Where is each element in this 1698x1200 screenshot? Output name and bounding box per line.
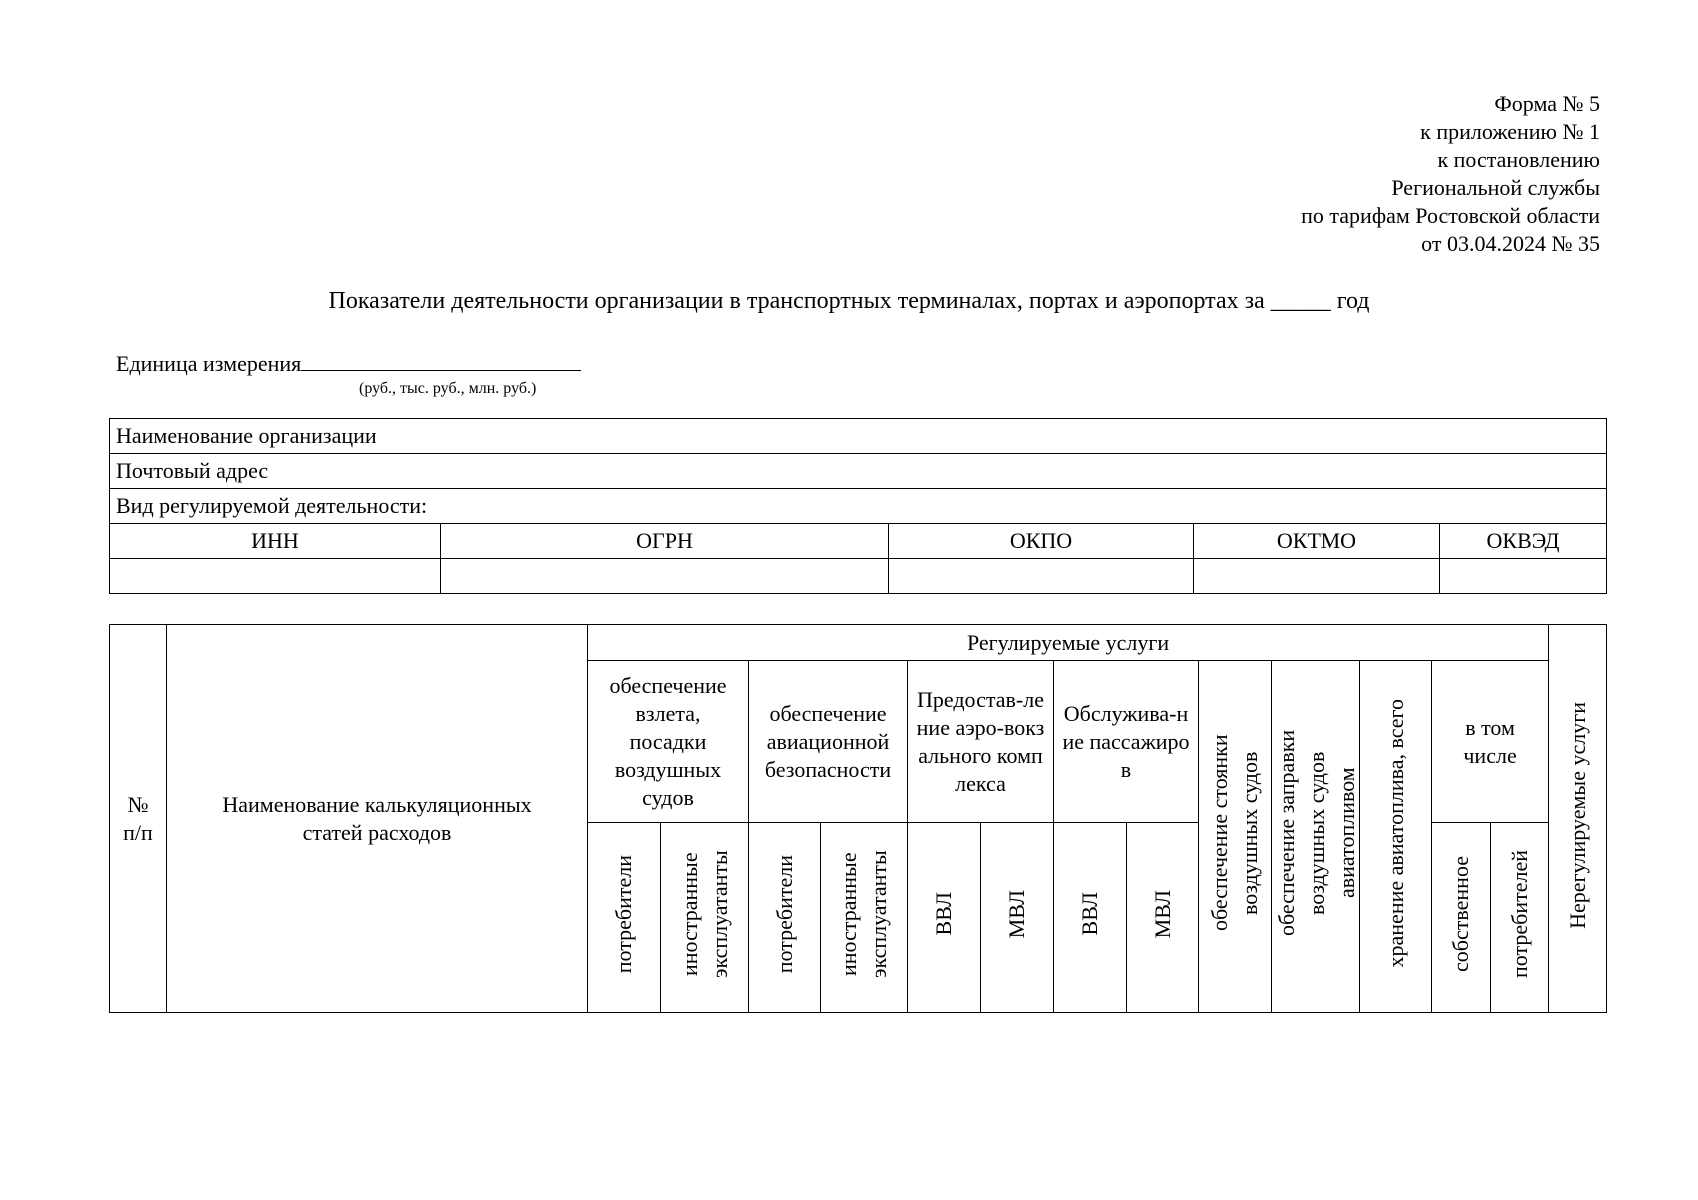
form-reference-line: от 03.04.2024 № 35 <box>1421 231 1600 256</box>
form-reference-line: по тарифам Ростовской области <box>1301 203 1600 228</box>
form-reference-line: Форма № 5 <box>1494 91 1600 116</box>
g2-foreign-operators-header <box>821 823 908 1013</box>
form-reference-block <box>1301 90 1600 258</box>
org-name-row: Наименование организации <box>110 419 1607 454</box>
expenses-table <box>109 624 1607 1013</box>
fuel-storage-label: хранение авиатоплива, всего <box>1382 698 1408 968</box>
g3-mvl-header <box>981 823 1054 1013</box>
g1-consumers-header <box>588 823 661 1013</box>
g1-consumers-label: потребители <box>611 854 636 974</box>
group-passenger-service: Обслужива-ние пассажиров <box>1054 661 1199 823</box>
g1-foreign-operators-header <box>661 823 749 1013</box>
okved-value-cell[interactable] <box>1440 559 1607 594</box>
group-takeoff-landing: обеспечение взлета, посадки воздушных судов <box>588 661 749 823</box>
unit-hint: (руб., тыс. руб., млн. руб.) <box>359 380 537 397</box>
oktmo-header: ОКТМО <box>1194 524 1440 559</box>
g3-vvl-label: ВВЛ <box>931 892 956 936</box>
unit-of-measure <box>116 350 581 397</box>
g3-mvl-label: МВЛ <box>1004 889 1029 939</box>
aircraft-fueling-label: обеспечение заправки воздушных судов авиатопливом <box>1274 729 1359 937</box>
document-title: Показатели деятельности организации в транспортных терминалах, портах и аэропортах за _____ год <box>328 288 1370 314</box>
regulated-services-header: Регулируемые услуги <box>588 625 1549 661</box>
group-terminal-complex: Предостав-ление аэро-вокзального комплекса <box>908 661 1054 823</box>
incl-consumers-label: потребителей <box>1506 850 1532 978</box>
form-reference-line: к постановлению <box>1437 147 1600 172</box>
inn-header: ИНН <box>110 524 441 559</box>
g4-vvl-header <box>1054 823 1127 1013</box>
g2-consumers-header <box>749 823 821 1013</box>
g1-foreign-operators-label: иностранные эксплуатанты <box>676 850 732 978</box>
postal-address-row: Почтовый адрес <box>110 454 1607 489</box>
oktmo-value-cell[interactable] <box>1194 559 1440 594</box>
ogrn-header: ОГРН <box>441 524 889 559</box>
aircraft-fueling-header <box>1272 661 1360 1013</box>
fuel-storage-header <box>1360 661 1432 1013</box>
aircraft-parking-header <box>1199 661 1272 1013</box>
g4-vvl-label: ВВЛ <box>1077 892 1102 936</box>
unregulated-services-header <box>1549 625 1607 1013</box>
expense-name-header: Наименование калькуляционных статей расходов <box>167 625 588 1013</box>
g4-mvl-header <box>1127 823 1199 1013</box>
unit-input-line[interactable] <box>301 350 581 371</box>
okpo-value-cell[interactable] <box>889 559 1194 594</box>
okpo-header: ОКПО <box>889 524 1194 559</box>
incl-own-header <box>1432 823 1491 1013</box>
aircraft-parking-label: обеспечение стоянки воздушных судов <box>1207 734 1262 932</box>
inn-value-cell[interactable] <box>110 559 441 594</box>
organization-table <box>109 418 1607 594</box>
g3-vvl-header <box>908 823 981 1013</box>
including-header: в том числе <box>1432 661 1549 823</box>
unregulated-services-label: Нерегулируемые услуги <box>1564 701 1590 929</box>
form-reference-line: к приложению № 1 <box>1420 119 1600 144</box>
g4-mvl-label: МВЛ <box>1149 889 1175 939</box>
row-number-header: № п/п <box>110 625 167 1013</box>
g2-consumers-label: потребители <box>771 854 797 974</box>
ogrn-value-cell[interactable] <box>441 559 889 594</box>
group-aviation-security: обеспечение авиационной безопасности <box>749 661 908 823</box>
okved-header: ОКВЭД <box>1440 524 1607 559</box>
unit-label: Единица измерения <box>116 351 302 376</box>
incl-own-label: собственное <box>1448 856 1473 972</box>
incl-consumers-header <box>1491 823 1549 1013</box>
g2-foreign-operators-label: иностранные эксплуатанты <box>836 850 891 978</box>
form-reference-line: Региональной службы <box>1391 175 1600 200</box>
activity-type-row: Вид регулируемой деятельности: <box>110 489 1607 524</box>
